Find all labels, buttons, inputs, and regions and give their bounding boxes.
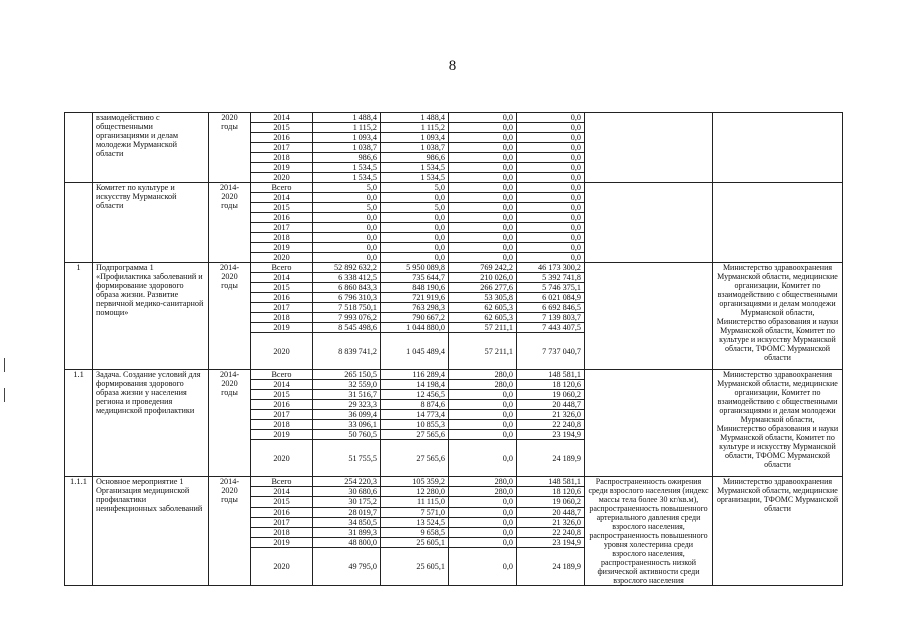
year-cell: 2014 (251, 273, 313, 283)
other-sources-cell: 0,0 (517, 143, 585, 153)
total-cell: 1 534,5 (313, 173, 381, 183)
total-cell: 30 175,2 (313, 497, 381, 507)
federal-budget-cell: 0,0 (449, 538, 517, 548)
year-cell: 2016 (251, 400, 313, 410)
year-cell: 2017 (251, 410, 313, 420)
total-cell: 1 115,2 (313, 123, 381, 133)
other-sources-cell: 7 443 407,5 (517, 323, 585, 333)
federal-budget-cell: 0,0 (449, 203, 517, 213)
item-period: 2014-2020 годы (209, 263, 251, 370)
total-cell: 0,0 (313, 193, 381, 203)
other-sources-cell: 21 326,0 (517, 517, 585, 527)
year-cell: 2019 (251, 163, 313, 173)
total-cell: 8 839 741,2 (313, 333, 381, 370)
year-cell: 2018 (251, 420, 313, 430)
item-number: 1 (65, 263, 93, 370)
federal-budget-cell: 769 242,2 (449, 263, 517, 273)
table-row (65, 183, 843, 193)
federal-budget-cell: 0,0 (449, 527, 517, 537)
federal-budget-cell: 62 605,3 (449, 303, 517, 313)
regional-budget-cell: 848 190,6 (381, 283, 449, 293)
year-cell: 2014 (251, 380, 313, 390)
item-period: 2014-2020 годы (209, 477, 251, 586)
year-cell: 2014 (251, 193, 313, 203)
year-cell: 2020 (251, 548, 313, 586)
federal-budget-cell: 266 277,6 (449, 283, 517, 293)
year-cell: 2019 (251, 430, 313, 440)
item-number: 1.1 (65, 370, 93, 477)
total-cell: 33 096,1 (313, 420, 381, 430)
year-cell: 2017 (251, 517, 313, 527)
year-cell: 2016 (251, 213, 313, 223)
federal-budget-cell: 0,0 (449, 430, 517, 440)
regional-budget-cell: 1 045 489,4 (381, 333, 449, 370)
total-cell: 0,0 (313, 213, 381, 223)
table-row (65, 370, 843, 380)
federal-budget-cell: 57 211,1 (449, 323, 517, 333)
regional-budget-cell: 5,0 (381, 203, 449, 213)
table-row (65, 113, 843, 123)
federal-budget-cell: 0,0 (449, 243, 517, 253)
year-cell: 2020 (251, 253, 313, 263)
federal-budget-cell: 0,0 (449, 233, 517, 243)
federal-budget-cell: 280,0 (449, 477, 517, 487)
other-sources-cell: 20 448,7 (517, 400, 585, 410)
indicator-cell (585, 263, 713, 370)
total-cell: 50 760,5 (313, 430, 381, 440)
total-cell: 1 093,4 (313, 133, 381, 143)
year-cell: Всего (251, 183, 313, 193)
federal-budget-cell: 210 026,0 (449, 273, 517, 283)
year-cell: Всего (251, 370, 313, 380)
item-period: 2014-2020 годы (209, 183, 251, 263)
year-cell: 2018 (251, 153, 313, 163)
year-cell: 2016 (251, 133, 313, 143)
regional-budget-cell: 14 198,4 (381, 380, 449, 390)
regional-budget-cell: 1 534,5 (381, 163, 449, 173)
regional-budget-cell: 0,0 (381, 223, 449, 233)
total-cell: 34 850,5 (313, 517, 381, 527)
regional-budget-cell: 986,6 (381, 153, 449, 163)
federal-budget-cell: 0,0 (449, 517, 517, 527)
total-cell: 49 795,0 (313, 548, 381, 586)
year-cell: 2019 (251, 323, 313, 333)
table-body (65, 113, 843, 586)
total-cell: 8 545 498,6 (313, 323, 381, 333)
table-row (65, 477, 843, 487)
federal-budget-cell: 53 305,8 (449, 293, 517, 303)
federal-budget-cell: 0,0 (449, 143, 517, 153)
other-sources-cell: 0,0 (517, 253, 585, 263)
other-sources-cell: 0,0 (517, 243, 585, 253)
regional-budget-cell: 12 456,5 (381, 390, 449, 400)
margin-mark (4, 358, 5, 372)
year-cell: 2014 (251, 113, 313, 123)
year-cell: Всего (251, 263, 313, 273)
regional-budget-cell: 8 874,6 (381, 400, 449, 410)
total-cell: 31 516,7 (313, 390, 381, 400)
federal-budget-cell: 0,0 (449, 390, 517, 400)
regional-budget-cell: 1 038,7 (381, 143, 449, 153)
regional-budget-cell: 0,0 (381, 253, 449, 263)
regional-budget-cell: 0,0 (381, 213, 449, 223)
other-sources-cell: 21 326,0 (517, 410, 585, 420)
other-sources-cell: 0,0 (517, 233, 585, 243)
item-name: Задача. Создание условий для формирования здорового образа жизни у населения региона и проведения медицинской профилактики (93, 370, 209, 477)
regional-budget-cell: 13 524,5 (381, 517, 449, 527)
executor-cell: Министерство здравоохранения Мурманской области, медицинские организации, Комитет по взаимодействию с общественными организациями и делам молодежи Мурманской области, Министерство образования и науки Мурманской области, Комитет по культуре и искусству Мурманской области, ТФОМС Мурманской области (713, 263, 843, 370)
other-sources-cell: 148 581,1 (517, 477, 585, 487)
total-cell: 32 559,0 (313, 380, 381, 390)
federal-budget-cell: 0,0 (449, 193, 517, 203)
other-sources-cell: 0,0 (517, 193, 585, 203)
federal-budget-cell: 280,0 (449, 487, 517, 497)
other-sources-cell: 0,0 (517, 213, 585, 223)
total-cell: 6 860 843,3 (313, 283, 381, 293)
year-cell: 2016 (251, 293, 313, 303)
total-cell: 30 680,6 (313, 487, 381, 497)
regional-budget-cell: 763 298,3 (381, 303, 449, 313)
other-sources-cell: 0,0 (517, 173, 585, 183)
other-sources-cell: 46 173 300,2 (517, 263, 585, 273)
year-cell: 2015 (251, 390, 313, 400)
other-sources-cell: 5 746 375,1 (517, 283, 585, 293)
total-cell: 1 488,4 (313, 113, 381, 123)
other-sources-cell: 22 240,8 (517, 527, 585, 537)
year-cell: 2020 (251, 173, 313, 183)
regional-budget-cell: 105 359,2 (381, 477, 449, 487)
regional-budget-cell: 12 280,0 (381, 487, 449, 497)
total-cell: 48 800,0 (313, 538, 381, 548)
regional-budget-cell: 116 289,4 (381, 370, 449, 380)
federal-budget-cell: 0,0 (449, 173, 517, 183)
total-cell: 0,0 (313, 233, 381, 243)
other-sources-cell: 24 189,9 (517, 548, 585, 586)
regional-budget-cell: 5,0 (381, 183, 449, 193)
federal-budget-cell: 0,0 (449, 163, 517, 173)
total-cell: 5,0 (313, 183, 381, 193)
item-period: 2020 годы (209, 113, 251, 183)
federal-budget-cell: 0,0 (449, 123, 517, 133)
regional-budget-cell: 0,0 (381, 243, 449, 253)
federal-budget-cell: 0,0 (449, 420, 517, 430)
total-cell: 986,6 (313, 153, 381, 163)
regional-budget-cell: 0,0 (381, 233, 449, 243)
federal-budget-cell: 0,0 (449, 133, 517, 143)
federal-budget-cell: 0,0 (449, 497, 517, 507)
federal-budget-cell: 0,0 (449, 507, 517, 517)
other-sources-cell: 0,0 (517, 223, 585, 233)
federal-budget-cell: 62 605,3 (449, 313, 517, 323)
other-sources-cell: 0,0 (517, 113, 585, 123)
item-name: Подпрограмма 1 «Профилактика заболеваний и формирование здорового образа жизни. Развитие первичной медико-санитарной помощи» (93, 263, 209, 370)
executor-cell: Министерство здравоохранения Мурманской области, медицинские организации, Комитет по взаимодействию с общественными организациями и делам молодежи Мурманской области, Министерство образования и науки Мурманской области, Комитет по культуре и искусству Мурманской области, ТФОМС Мурманской области (713, 370, 843, 477)
indicator-cell: Распространенность ожирения среди взрослого населения (индекс массы тела более 30 кг/кв.м), распространенность повышенного артериального давления среди взрослого населения, распространенность повышенного уровня холестерина среди взрослого населения, распространенность низкой физической активности среди взрослого населения (585, 477, 713, 586)
other-sources-cell: 0,0 (517, 183, 585, 193)
regional-budget-cell: 11 115,0 (381, 497, 449, 507)
table-row (65, 263, 843, 273)
regional-budget-cell: 1 093,4 (381, 133, 449, 143)
other-sources-cell: 0,0 (517, 203, 585, 213)
executor-cell: Министерство здравоохранения Мурманской области, медицинские организации, ТФОМС Мурманской области (713, 477, 843, 586)
regional-budget-cell: 1 044 880,0 (381, 323, 449, 333)
federal-budget-cell: 0,0 (449, 153, 517, 163)
year-cell: 2016 (251, 507, 313, 517)
federal-budget-cell: 57 211,1 (449, 333, 517, 370)
indicator-cell (585, 113, 713, 183)
other-sources-cell: 7 139 803,7 (517, 313, 585, 323)
federal-budget-cell: 0,0 (449, 410, 517, 420)
regional-budget-cell: 1 488,4 (381, 113, 449, 123)
other-sources-cell: 19 060,2 (517, 390, 585, 400)
total-cell: 6 796 310,3 (313, 293, 381, 303)
regional-budget-cell: 25 605,1 (381, 548, 449, 586)
year-cell: 2017 (251, 223, 313, 233)
total-cell: 28 019,7 (313, 507, 381, 517)
regional-budget-cell: 1 534,5 (381, 173, 449, 183)
total-cell: 265 150,5 (313, 370, 381, 380)
item-name: Основное мероприятие 1 Организация медицинской профилактики неинфекционных заболеваний (93, 477, 209, 586)
regional-budget-cell: 735 644,7 (381, 273, 449, 283)
margin-mark (4, 388, 5, 402)
regional-budget-cell: 27 565,6 (381, 430, 449, 440)
regional-budget-cell: 14 773,4 (381, 410, 449, 420)
total-cell: 5,0 (313, 203, 381, 213)
item-number (65, 113, 93, 183)
other-sources-cell: 0,0 (517, 163, 585, 173)
federal-budget-cell: 0,0 (449, 253, 517, 263)
indicator-cell (585, 183, 713, 263)
regional-budget-cell: 721 919,6 (381, 293, 449, 303)
total-cell: 1 534,5 (313, 163, 381, 173)
regional-budget-cell: 10 855,3 (381, 420, 449, 430)
year-cell: 2017 (251, 303, 313, 313)
year-cell: 2020 (251, 333, 313, 370)
other-sources-cell: 5 392 741,8 (517, 273, 585, 283)
other-sources-cell: 0,0 (517, 133, 585, 143)
regional-budget-cell: 5 950 089,8 (381, 263, 449, 273)
year-cell: 2017 (251, 143, 313, 153)
other-sources-cell: 20 448,7 (517, 507, 585, 517)
federal-budget-cell: 0,0 (449, 213, 517, 223)
item-number (65, 183, 93, 263)
regional-budget-cell: 790 667,2 (381, 313, 449, 323)
regional-budget-cell: 27 565,6 (381, 440, 449, 477)
total-cell: 29 323,3 (313, 400, 381, 410)
total-cell: 51 755,5 (313, 440, 381, 477)
federal-budget-cell: 0,0 (449, 183, 517, 193)
item-number: 1.1.1 (65, 477, 93, 586)
federal-budget-cell: 0,0 (449, 440, 517, 477)
other-sources-cell: 148 581,1 (517, 370, 585, 380)
total-cell: 1 038,7 (313, 143, 381, 153)
item-name: Комитет по культуре и искусству Мурманской области (93, 183, 209, 263)
year-cell: 2015 (251, 497, 313, 507)
other-sources-cell: 18 120,6 (517, 380, 585, 390)
federal-budget-cell: 0,0 (449, 400, 517, 410)
other-sources-cell: 23 194,9 (517, 538, 585, 548)
regional-budget-cell: 1 115,2 (381, 123, 449, 133)
other-sources-cell: 6 692 846,5 (517, 303, 585, 313)
total-cell: 52 892 632,2 (313, 263, 381, 273)
item-period: 2014-2020 годы (209, 370, 251, 477)
regional-budget-cell: 7 571,0 (381, 507, 449, 517)
year-cell: 2015 (251, 203, 313, 213)
year-cell: 2018 (251, 527, 313, 537)
year-cell: Всего (251, 477, 313, 487)
indicator-cell (585, 370, 713, 477)
other-sources-cell: 24 189,9 (517, 440, 585, 477)
federal-budget-cell: 280,0 (449, 370, 517, 380)
federal-budget-cell: 280,0 (449, 380, 517, 390)
other-sources-cell: 0,0 (517, 123, 585, 133)
total-cell: 0,0 (313, 243, 381, 253)
total-cell: 6 338 412,5 (313, 273, 381, 283)
other-sources-cell: 6 021 084,9 (517, 293, 585, 303)
financing-table (64, 112, 843, 586)
regional-budget-cell: 0,0 (381, 193, 449, 203)
total-cell: 36 099,4 (313, 410, 381, 420)
regional-budget-cell: 25 605,1 (381, 538, 449, 548)
other-sources-cell: 18 120,6 (517, 487, 585, 497)
total-cell: 0,0 (313, 223, 381, 233)
other-sources-cell: 0,0 (517, 153, 585, 163)
executor-cell (713, 183, 843, 263)
year-cell: 2015 (251, 123, 313, 133)
other-sources-cell: 19 060,2 (517, 497, 585, 507)
federal-budget-cell: 0,0 (449, 548, 517, 586)
other-sources-cell: 22 240,8 (517, 420, 585, 430)
total-cell: 0,0 (313, 253, 381, 263)
year-cell: 2018 (251, 313, 313, 323)
year-cell: 2018 (251, 233, 313, 243)
year-cell: 2020 (251, 440, 313, 477)
executor-cell (713, 113, 843, 183)
total-cell: 31 899,3 (313, 527, 381, 537)
year-cell: 2019 (251, 243, 313, 253)
year-cell: 2019 (251, 538, 313, 548)
page-number: 8 (448, 58, 457, 74)
regional-budget-cell: 9 658,5 (381, 527, 449, 537)
federal-budget-cell: 0,0 (449, 223, 517, 233)
total-cell: 7 518 750,1 (313, 303, 381, 313)
other-sources-cell: 23 194,9 (517, 430, 585, 440)
total-cell: 254 220,3 (313, 477, 381, 487)
item-name: взаимодействию с общественными организациями и делам молодежи Мурманской области (93, 113, 209, 183)
federal-budget-cell: 0,0 (449, 113, 517, 123)
total-cell: 7 993 076,2 (313, 313, 381, 323)
year-cell: 2015 (251, 283, 313, 293)
other-sources-cell: 7 737 040,7 (517, 333, 585, 370)
year-cell: 2014 (251, 487, 313, 497)
